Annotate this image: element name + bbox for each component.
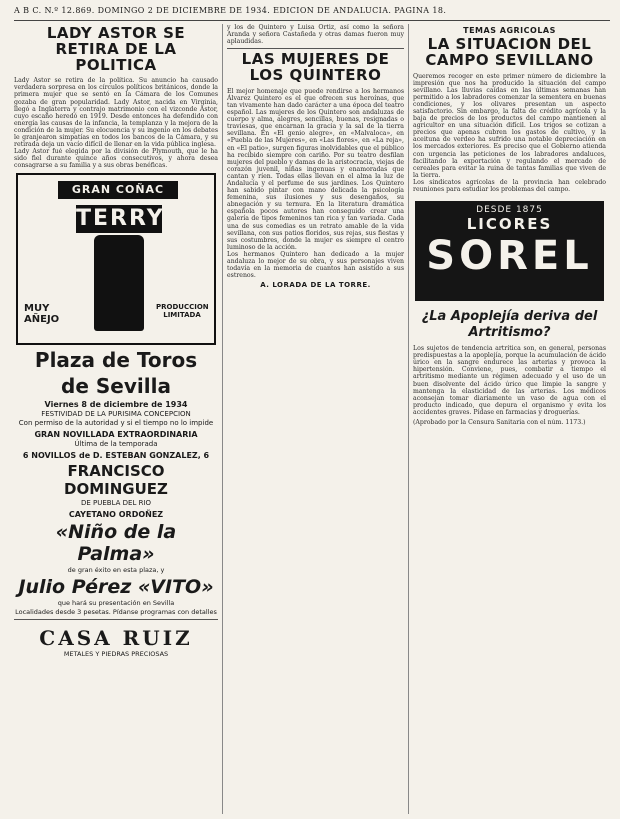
- terry-produccion: PRODUCCION LIMITADA: [156, 303, 209, 320]
- apoplejia-footnote: (Aprobado por la Censura Sanitaria con el núm. 1173.): [413, 419, 586, 427]
- headline-campo: LA SITUACION DEL CAMPO SEVILLANO: [425, 35, 594, 69]
- plaza-note: Con permiso de la autoridad y si el tiempo no lo impide: [18, 419, 214, 428]
- sorel-licores: LICORES: [466, 215, 553, 234]
- article-campo-cont: Los sindicatos agrícolas de la provincia han celebrado reuniones para estudiar los problemas del campo.: [413, 178, 606, 193]
- sorel-advertisement: [415, 201, 604, 301]
- article-quintero-cont: Los hermanos Quintero han dedicado a la mujer andaluza lo mejor de su obra, y sus personajes viven todavía en la memoria de cuantos han asistido a sus estrenos.: [227, 250, 404, 280]
- plaza-exito: de gran éxito en esta plaza, y: [67, 566, 165, 575]
- plaza-title-2: de Sevilla: [61, 374, 171, 399]
- plaza-matador-2: CAYETANO ORDOÑEZ: [68, 510, 164, 520]
- bottle-icon: [94, 235, 144, 331]
- headline-quintero: LAS MUJERES DE LOS QUINTERO: [241, 50, 390, 85]
- section-kicker: TEMAS AGRICOLAS: [463, 26, 556, 35]
- sorel-brand: SOREL: [426, 233, 593, 280]
- terry-brand: TERRY: [76, 206, 165, 232]
- sorel-since: DESDE 1875: [476, 205, 543, 216]
- apoplejia-headline: ¿La Apoplejía deriva del Artritismo?: [421, 309, 598, 341]
- divider: [227, 48, 404, 49]
- plaza-presentation: que hará su presentación en Sevilla: [57, 599, 175, 608]
- plaza-nickname-1: «Niño de la Palma»: [55, 521, 177, 566]
- terry-advertisement: [16, 173, 216, 345]
- page-header: A B C. N.º 12.869. DOMINGO 2 DE DICIEMBRE DE 1934. EDICION DE ANDALUCIA. PAGINA 18.: [14, 6, 610, 21]
- plaza-festivity: FESTIVIDAD DE LA PURISIMA CONCEPCION: [41, 410, 191, 419]
- plaza-season: Última de la temporada: [74, 440, 158, 449]
- terry-muy-anejo: MUY AÑEJO: [24, 303, 60, 326]
- article-signature: A. LORADA DE LA TORRE.: [260, 281, 371, 290]
- plaza-matador-3: Julio Pérez «VITO»: [18, 576, 214, 599]
- plaza-novillada: GRAN NOVILLADA EXTRAORDINARIA: [34, 430, 198, 440]
- casa-ruiz-subtitle: METALES Y PIEDRAS PRECIOSAS: [63, 650, 169, 659]
- plaza-tickets: Localidades desde 3 pesetas. Pídanse programas con detalles: [15, 608, 217, 617]
- divider: [14, 619, 218, 620]
- plaza-date: Viernes 8 de diciembre de 1934: [44, 400, 188, 410]
- column-right: [408, 24, 606, 814]
- plaza-matador-1: FRANCISCO DOMINGUEZ: [64, 462, 168, 499]
- plaza-title-1: Plaza de Toros: [34, 348, 198, 373]
- plaza-bulls: 6 NOVILLOS de D. ESTEBAN GONZALEZ, 6: [22, 451, 210, 461]
- casa-ruiz-title: CASA RUIZ: [39, 626, 193, 651]
- column-left: [14, 24, 218, 814]
- bullfight-advertisement: [14, 349, 218, 616]
- terry-banner: GRAN COÑAC: [58, 181, 178, 199]
- apoplejia-body: Los sujetos de tendencia artrítica son, en general, personas predispuestas a la apoplejía, porque la acumulación de ácido úrico en la sangre endurece las arterias y provoca la hipertensión. Conviene, pues, combatir a tiempo el artritismo mediante un régimen adecuado y el uso de un buen disolvente del ácido úrico que limpie la sangre y mantenga la elasticidad de las arterias. Los médicos aconsejan tomar diariamente un vaso de agua con el producto indicado, que depura el organismo y evita los accidentes graves. Pídase en farmacias y droguerías.: [413, 345, 606, 416]
- article-campo: Queremos recoger en este primer número de diciembre la impresión que nos ha producido la situación del campo sevillano. Las lluvias caídas en las últimas semanas han permitido a los labradores comenzar la sementera en buenas condiciones, y los olivares presentan un aspecto satisfactorio. Sin embargo, la falta de crédito agrícola y la baja de precios de los productos del campo mantienen al agricultor en una situación difícil. Los trigos se cotizan a precios que apenas cubren los gastos de cultivo, y la aceituna de verdeo ha sufrido una notable depreciación en los mercados exteriores. Es preciso que el Gobierno atienda con urgencia las peticiones de los labradores andaluces, facilitando la exportación y regulando el mercado de cereales para evitar la ruina de tantas familias que viven de la tierra.: [413, 72, 606, 179]
- article-lady-astor-cont: Lady Astor fué elegida por la división de Plymouth, que le ha sido fiel durante quince años consecutivos, y ahora desea consagrarse a su familia y a sus obras benéficas.: [14, 148, 218, 170]
- article-lady-astor: Lady Astor se retira de la política. Su anuncio ha causado verdadera sorpresa en los círculos políticos británicos, donde la primera mujer que se sentó en la Cámara de los Comunes gozaba de gran popularidad. Lady Astor, nacida en Virginia, llegó a Inglaterra y contrajo matrimonio con el vizconde Astor, cuyo escaño heredó en 1919. Desde entonces ha defendido con energía las causas de la infancia, la templanza y la mejora de la condición de la mujer. Su elocuencia y su ingenio en los debates le granjearon simpatías en todos los bancos de la Cámara, y su retirada deja un vacío difícil de llenar en la vida pública inglesa.: [14, 77, 218, 149]
- plaza-from: DE PUEBLA DEL RIO: [80, 499, 152, 508]
- headline-lady-astor: LADY ASTOR SE RETIRA DE LA POLITICA: [46, 24, 186, 74]
- article-quintero: El mejor homenaje que puede rendirse a los hermanos Álvarez Quintero es el que ofrecen sus heroínas, que tan vivamente han dado carácter a una época del teatro español. Las mujeres de los Quintero son andaluzas de cuerpo y alma, alegres, sencillas, buenas, resignadas o traviesas, que encarnan la gracia y la sal de la tierra sevillana. En «El genio alegre», en «Malvaloca», en «Puebla de las Mujeres», en «Las flores», en «La reja», en «El patio», surgen figuras inolvidables que el público ha recibido siempre con cariño. Por su teatro desfilan mujeres del pueblo y damas de la aristocracia, viejas de corazón juvenil, niñas ingenuas y enamoradas que cantan y ríen. Todas ellas llevan en el alma la luz de Andalucía y el perfume de sus jardines. Los Quintero han sabido pintar con mano delicada la psicología femenina, sus ilusiones y sus desengaños, su abnegación y su ternura. En la literatura dramática española pocos autores han conseguido crear una galería de tipos femeninos tan rica y tan variada. Cada una de sus comedias es un retrato amable de la vida sevillana, con sus patios floridos, sus rejas, sus fiestas y sus costumbres, donde la mujer es siempre el centro luminoso de la acción.: [227, 87, 404, 251]
- article-intro: y los de Quintero y Luisa Ortiz, así como la señora Aranda y señora Castañeda y otras damas fueron muy aplaudidas.: [227, 24, 404, 46]
- column-middle: [222, 24, 404, 814]
